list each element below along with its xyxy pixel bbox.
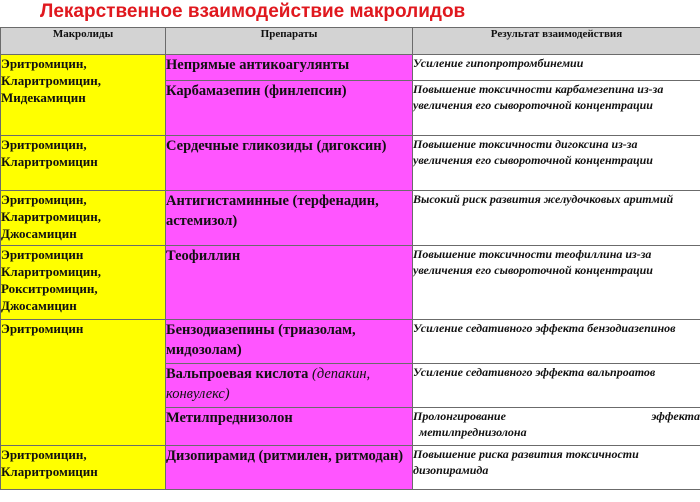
result-cell — [413, 408, 700, 446]
drug-cell — [166, 364, 413, 408]
drug-cell — [166, 55, 413, 81]
drug-name: Дизопирамид (ритмилен, ритмодан) — [166, 448, 404, 464]
page-title: Лекарственное взаимодействие макролидов — [40, 1, 466, 22]
macrolide-name: Кларитромицин — [1, 464, 98, 479]
header-macrolides: Макролиды — [1, 28, 166, 55]
result-text: Повышение токсичности теофиллина из-за увеличения его сывороточной концентрации — [413, 247, 653, 277]
macrolide-name: Эритромицин, — [1, 137, 87, 152]
table-row — [1, 320, 700, 364]
result-text: Повышение токсичности карбамезепина из-за увеличения его сывороточной концентрации — [413, 82, 664, 112]
drug-cell — [166, 246, 413, 320]
result-cell — [413, 55, 700, 81]
result-text: Усиление седативного эффекта бензодиазепинов — [413, 321, 676, 335]
result-cell — [413, 191, 700, 246]
drug-cell — [166, 81, 413, 136]
table-row — [1, 55, 700, 81]
drug-cell — [166, 136, 413, 191]
drug-name: Теофиллин — [166, 248, 241, 264]
drug-brand-names: (депакин, конвулекс) — [166, 366, 371, 402]
drug-cell — [166, 446, 413, 490]
result-cell — [413, 246, 700, 320]
macrolide-name: Эритромицин — [1, 247, 84, 262]
drug-cell — [166, 191, 413, 246]
result-text: Повышение токсичности дигоксина из-за увеличения его сывороточной концентрации — [413, 137, 653, 167]
result-text: Усиление седативного эффекта вальпроатов — [413, 365, 656, 379]
macrolide-name: Рокситромицин, — [1, 281, 98, 296]
macrolide-name: Кларитромицин, — [1, 73, 102, 88]
drug-cell — [166, 408, 413, 446]
result-text: Высокий риск развития желудочковых аритмий — [413, 192, 674, 206]
result-cell — [413, 364, 700, 408]
macrolide-name: Эритромицин, — [1, 192, 87, 207]
header-result: Результат взаимодействия — [413, 28, 700, 55]
result-text: Повышение риска развития токсичности дизопирамида — [413, 447, 639, 477]
macrolide-name: Эритромицин, — [1, 447, 87, 462]
table-row — [1, 136, 700, 191]
drug-cell — [166, 320, 413, 364]
result-text: Усиление гипопротромбинемии — [413, 56, 584, 70]
macrolide-name: Кларитромицин, — [1, 264, 102, 279]
drug-name: Непрямые антикоагулянты — [166, 57, 350, 73]
header-row — [1, 28, 700, 55]
result-text-continued: метилпреднизолона — [419, 425, 527, 439]
macrolide-cell — [1, 55, 166, 136]
header-drugs: Препараты — [166, 28, 413, 55]
result-cell — [413, 320, 700, 364]
macrolide-name: Кларитромицин, — [1, 209, 102, 224]
drug-name: Сердечные гликозиды (дигоксин) — [166, 138, 387, 154]
macrolide-name: Джосамицин — [1, 226, 77, 241]
macrolide-cell — [1, 136, 166, 191]
macrolide-cell — [1, 246, 166, 320]
macrolide-name: Джосамицин — [1, 298, 77, 313]
drug-name: Антигистаминные (терфенадин, астемизол) — [166, 193, 379, 229]
table-row — [1, 446, 700, 490]
result-cell — [413, 446, 700, 490]
macrolide-cell — [1, 191, 166, 246]
drug-name: Вальпроевая кислота — [166, 366, 309, 382]
interaction-table — [0, 27, 700, 490]
macrolide-name: Эритромицин, — [1, 56, 87, 71]
result-cell — [413, 136, 700, 191]
macrolide-cell — [1, 446, 166, 490]
table-row — [1, 246, 700, 320]
table-row — [1, 191, 700, 246]
macrolide-cell — [1, 320, 166, 446]
result-text: Пролонгирование эффекта — [413, 409, 700, 423]
macrolide-name: Кларитромицин — [1, 154, 98, 169]
macrolide-name: Мидекамицин — [1, 90, 86, 105]
macrolide-name: Эритромицин — [1, 321, 84, 336]
result-cell — [413, 81, 700, 136]
drug-name: Карбамазепин (финлепсин) — [166, 83, 347, 99]
drug-name: Метилпреднизолон — [166, 410, 293, 426]
drug-name: Бензодиазепины (триазолам, мидозолам) — [166, 322, 356, 358]
